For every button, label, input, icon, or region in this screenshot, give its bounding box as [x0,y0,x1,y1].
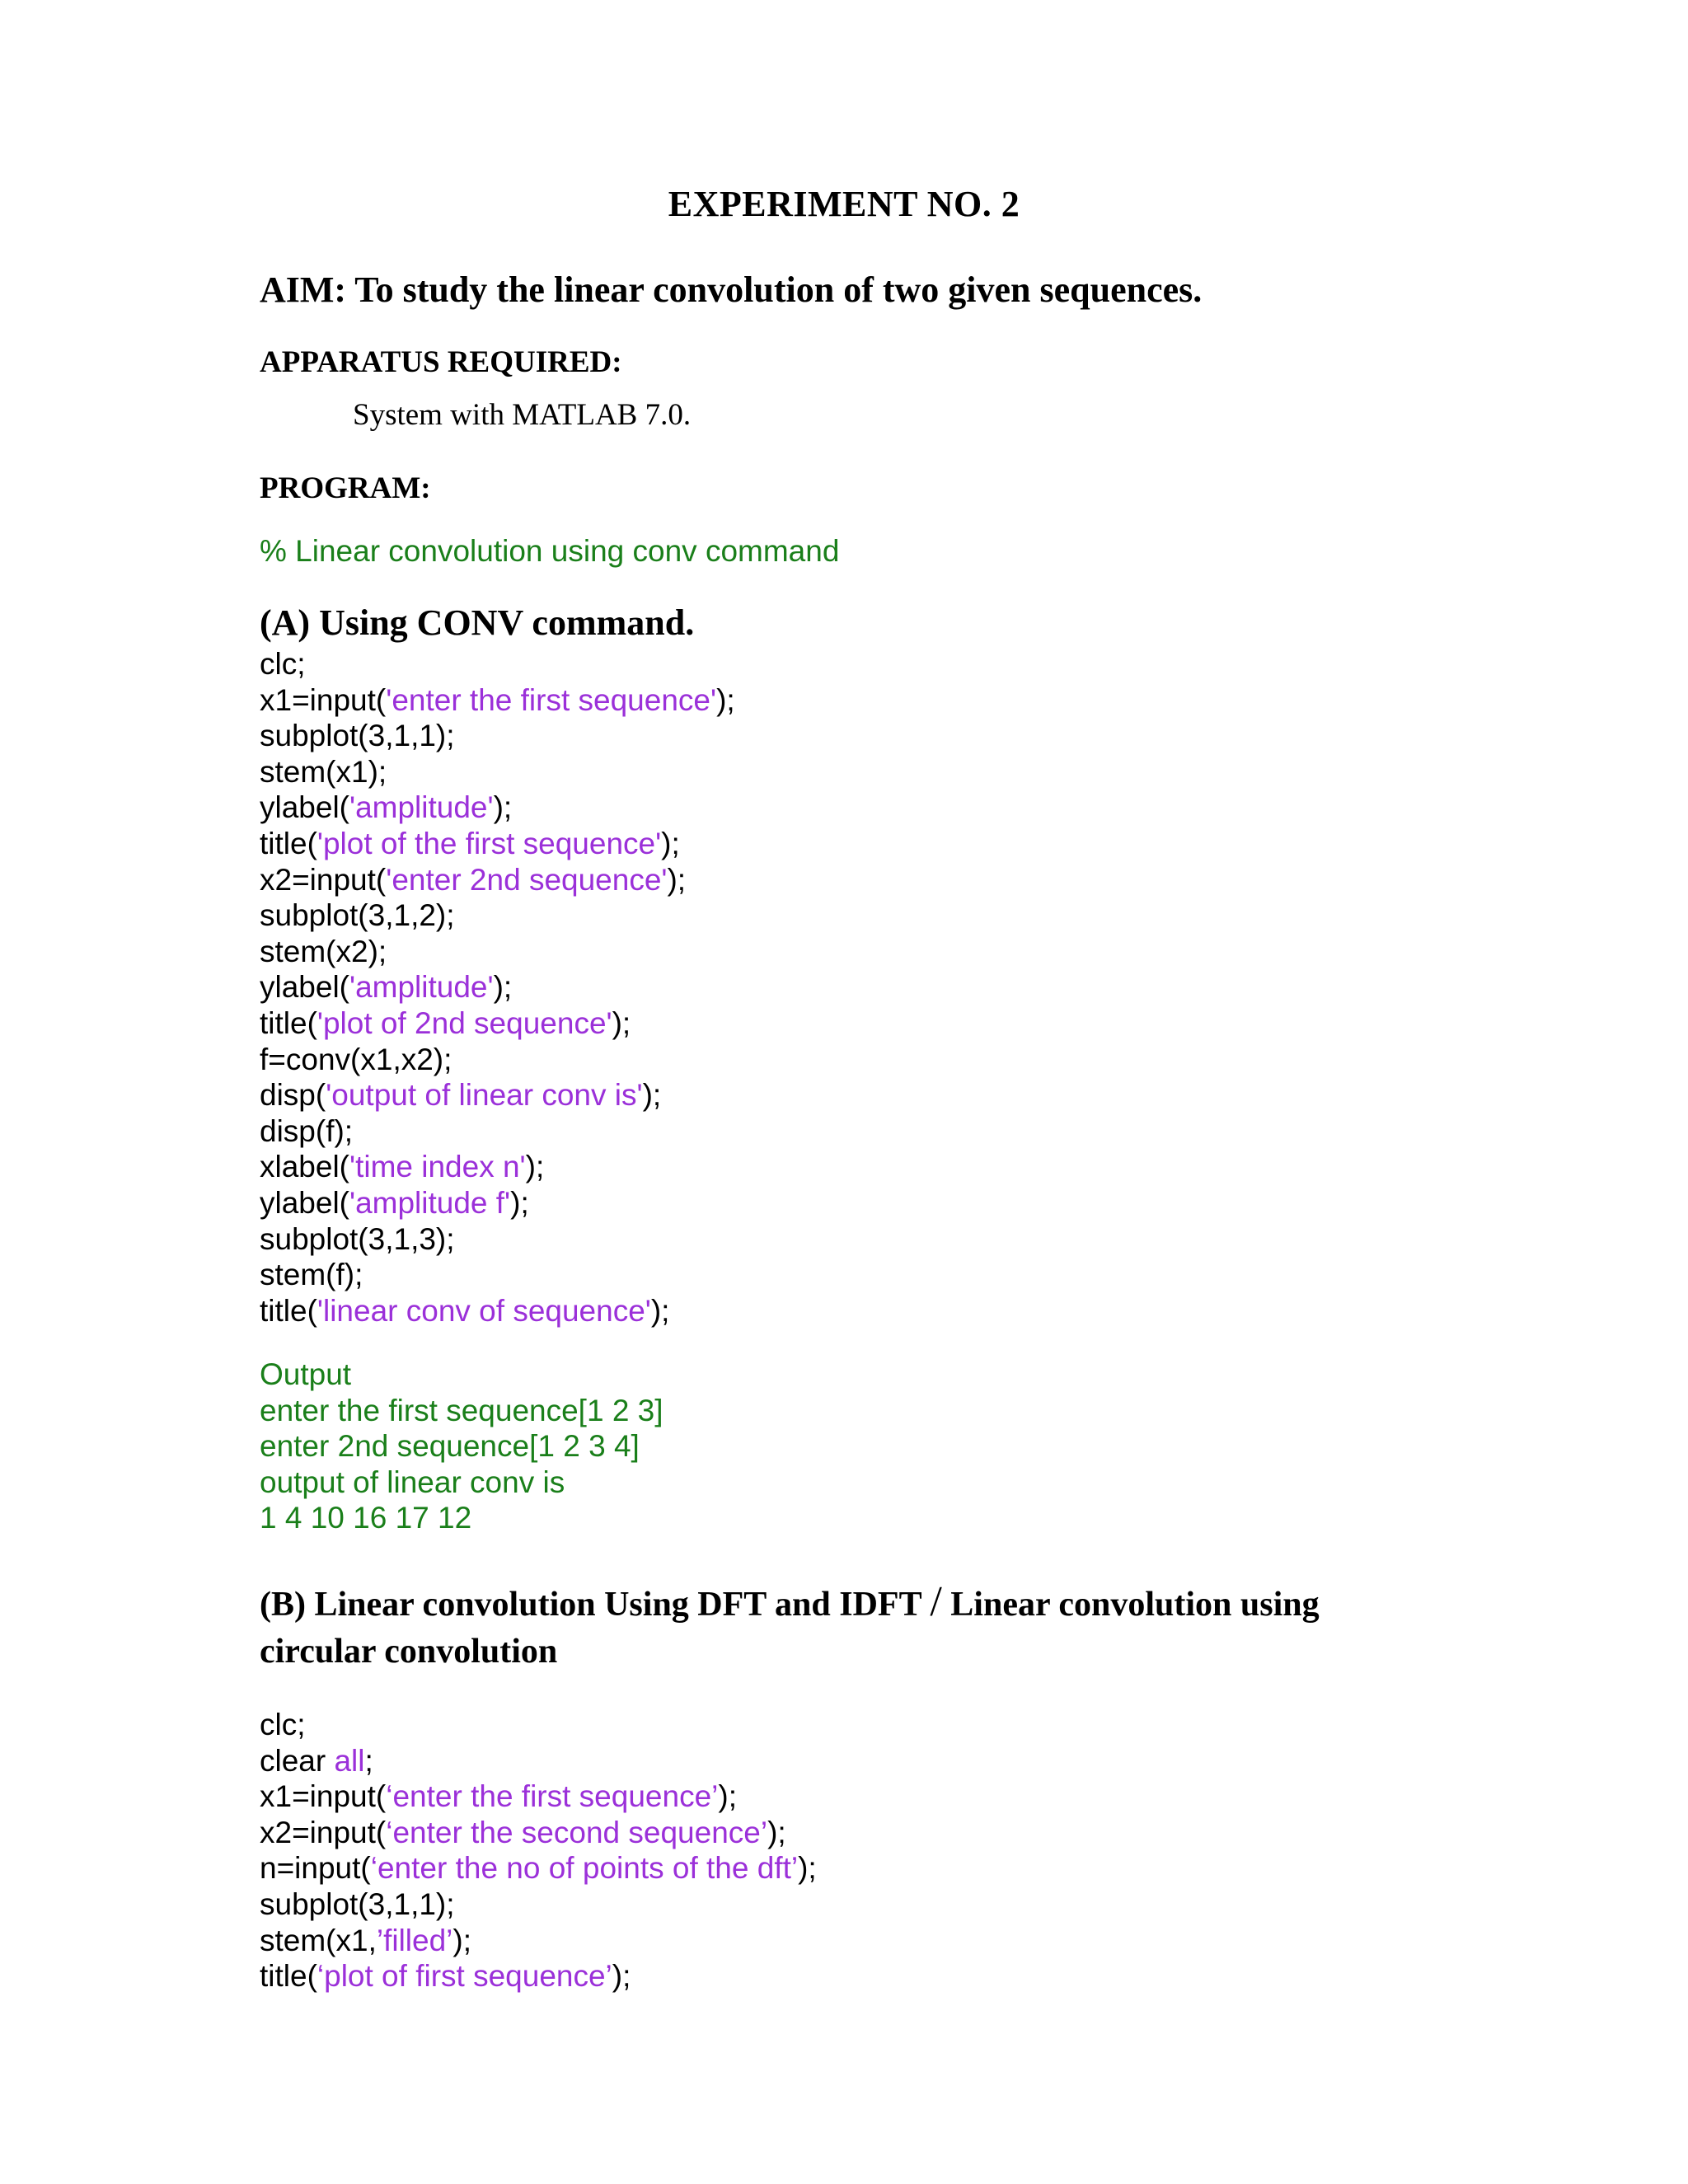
code-text: x1=input( [260,682,387,717]
code-string: 'enter the first sequence' [386,682,717,717]
code-line [260,826,735,862]
code-text: ); [661,826,680,860]
code-string: all [334,1743,365,1778]
code-text: ; [364,1743,373,1778]
code-line [260,862,735,898]
code-text: stem(x1, [260,1923,377,1957]
code-line [260,1779,817,1815]
code-line [260,790,735,826]
output-line: Output [260,1357,352,1391]
code-line [260,969,735,1005]
code-text: n=input( [260,1851,371,1886]
code-text: stem(x1); [260,754,387,789]
code-line [260,682,735,719]
code-text: ); [452,1923,472,1957]
code-string: 'linear conv of sequence' [316,1293,651,1328]
output-line: enter 2nd sequence[1 2 3 4] [260,1429,640,1464]
code-line [260,1221,735,1258]
code-text: ylabel( [260,1185,349,1220]
code-string: 'amplitude' [349,790,494,825]
section-b-heading-part1: (B) Linear convolution Using DFT and IDFT [260,1586,931,1624]
code-line [260,1743,817,1779]
code-text: ); [493,970,513,1005]
section-b-heading-slash: / [930,1578,942,1625]
code-line [260,646,735,682]
code-text: ); [493,790,513,825]
section-b-heading-line2: circular convolution [260,1633,558,1671]
apparatus-text: System with MATLAB 7.0. [353,398,692,432]
code-text: subplot(3,1,2); [260,898,455,933]
code-block-b [260,1707,817,1994]
code-line [260,898,735,934]
code-line [260,934,735,970]
code-text: subplot(3,1,1); [260,719,455,753]
code-line [260,718,735,754]
code-line [260,1293,735,1329]
code-string: 'enter 2nd sequence' [386,862,668,897]
code-text: stem(f); [260,1258,363,1292]
code-text: ); [667,862,687,897]
code-string: ‘enter the second sequence’ [386,1815,768,1849]
code-text: ); [716,682,735,717]
code-line [260,1815,817,1851]
code-block-a [260,646,735,1329]
code-string: 'amplitude' [349,970,494,1005]
output-line: output of linear conv is [260,1465,565,1499]
code-text: ); [612,1005,631,1040]
code-text: ); [767,1815,786,1849]
code-text: subplot(3,1,1); [260,1886,455,1921]
code-text: title( [260,1005,317,1040]
program-heading: PROGRAM: [260,471,431,505]
code-text: ); [510,1185,529,1220]
code-string: ‘enter the no of points of the dft’ [370,1851,799,1886]
section-b-heading-part2: Linear convolution using [941,1586,1320,1624]
code-text: ); [798,1851,817,1886]
code-string: ‘plot of first sequence’ [316,1959,612,1994]
section-a-heading: (A) Using CONV command. [260,602,695,643]
aim-statement: AIM: To study the linear convolution of two given sequences. [260,269,1203,310]
code-text: ylabel( [260,970,349,1005]
code-line [260,1886,817,1923]
code-line [260,1185,735,1221]
code-text: ); [642,1078,662,1113]
apparatus-heading: APPARATUS REQUIRED: [260,345,622,379]
experiment-title: EXPERIMENT NO. 2 [668,184,1020,224]
code-text: title( [260,1959,317,1994]
code-text: disp(f); [260,1113,354,1148]
code-line [260,1077,735,1113]
code-string: 'amplitude f' [349,1185,511,1220]
code-text: ylabel( [260,790,349,825]
code-text: xlabel( [260,1150,349,1184]
code-string: 'time index n' [349,1150,526,1184]
code-text: clc; [260,1708,306,1741]
code-line [260,1042,735,1078]
code-line [260,1113,735,1150]
code-comment: % Linear convolution using conv command [260,534,840,568]
code-text: title( [260,1293,317,1328]
code-line [260,1149,735,1185]
code-text: disp( [260,1078,326,1113]
code-text: title( [260,826,317,860]
code-text: stem(x2); [260,934,387,968]
code-text: clear [260,1743,335,1778]
code-text: ); [525,1150,545,1184]
code-text: f=conv(x1,x2); [260,1042,452,1076]
code-text: x1=input( [260,1779,387,1814]
output-line: 1 4 10 16 17 12 [260,1501,472,1535]
output-block [260,1357,663,1536]
code-text: x2=input( [260,1815,387,1849]
code-line [260,1958,817,1994]
code-text: subplot(3,1,3); [260,1221,455,1256]
code-line [260,1707,817,1743]
code-line [260,1005,735,1042]
code-string: 'plot of 2nd sequence' [316,1005,612,1040]
code-text: clc; [260,647,306,681]
code-text: ); [718,1779,737,1814]
code-text: ); [650,1293,670,1328]
section-b-heading [260,1577,1320,1626]
output-line: enter the first sequence[1 2 3] [260,1393,663,1427]
code-string: ’filled’ [376,1923,453,1957]
code-string: 'plot of the first sequence' [316,826,662,860]
code-string: ‘enter the first sequence’ [386,1779,719,1814]
code-text: x2=input( [260,862,387,897]
code-line [260,1257,735,1293]
code-string: 'output of linear conv is' [326,1078,643,1113]
code-line [260,1850,817,1886]
code-line [260,1923,817,1959]
code-text: ); [612,1959,631,1994]
code-line [260,754,735,790]
